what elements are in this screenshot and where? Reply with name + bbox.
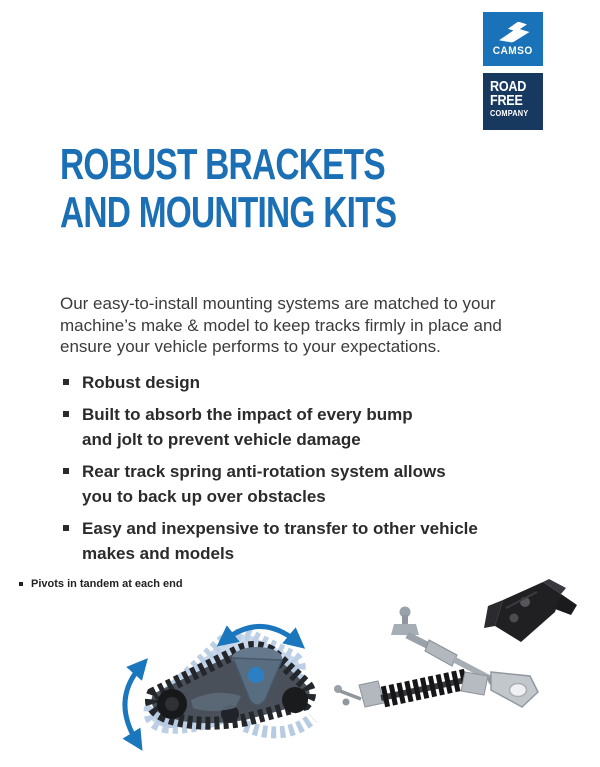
mounting-hardware-image	[325, 578, 595, 767]
camso-swoosh-icon	[494, 21, 532, 43]
bullet-line: you to back up over obstacles	[82, 487, 326, 506]
intro-paragraph	[60, 293, 502, 358]
brand-column	[483, 12, 543, 130]
roadfree-company-line: COMPANY	[490, 109, 529, 118]
bullet-line: Easy and inexpensive to transfer to other vehicle	[82, 519, 478, 538]
track-pivot-illustration	[95, 596, 323, 764]
rear-wheel	[282, 687, 308, 713]
roadfree-line: FREE	[490, 92, 523, 109]
pivot-point-dot	[248, 667, 264, 683]
intro-line: ensure your vehicle performs to your expectations.	[60, 337, 441, 356]
roadfree-badge	[483, 73, 543, 130]
caption-bullet-icon	[19, 582, 23, 586]
pivot-arrow-left-icon	[125, 666, 141, 742]
page-title-line1: ROBUST BRACKETS	[60, 140, 385, 189]
bullet-line: Robust design	[82, 373, 201, 392]
figure-caption	[19, 578, 183, 590]
bullet-line: makes and models	[82, 544, 235, 563]
solid-track-shape	[152, 647, 310, 723]
bullet-line: and jolt to prevent vehicle damage	[82, 430, 361, 449]
spring-assembly	[334, 672, 488, 707]
intro-line: machine’s make & model to keep tracks firmly in place and	[60, 315, 502, 335]
coil-spring	[383, 679, 467, 697]
caption-text: Pivots in tandem at each end	[31, 578, 183, 590]
page-title-line2: AND MOUNTING KITS	[60, 188, 397, 237]
bullet-line: Rear track spring anti-rotation system allows	[82, 462, 446, 481]
intro-line: Our easy-to-install mounting systems are matched to your	[60, 294, 496, 313]
bullet-item	[62, 402, 478, 452]
camso-wordmark: CAMSO	[493, 45, 533, 57]
feature-bullet-list	[62, 370, 478, 573]
bullet-item	[62, 370, 478, 395]
bullet-item	[62, 459, 478, 509]
bullet-item	[62, 516, 478, 566]
camso-logo	[483, 12, 543, 66]
roadfree-line: ROAD	[490, 78, 527, 95]
bullet-line: Built to absorb the impact of every bump	[82, 405, 413, 424]
black-bracket	[484, 579, 577, 642]
page-title	[60, 141, 396, 237]
